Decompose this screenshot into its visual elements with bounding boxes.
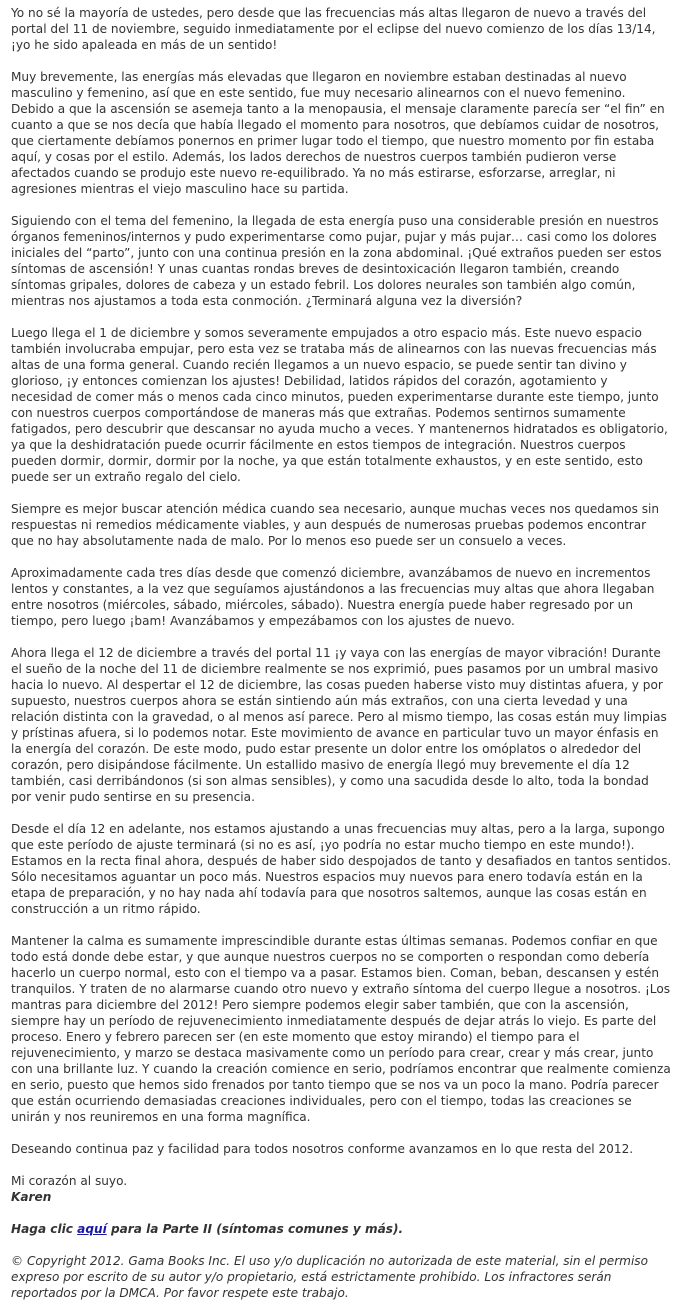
copyright-notice: © Copyright 2012. Gama Books Inc. El uso y/o duplicación no autorizada de este material, sin el permiso expreso por escrito de su autor y/o propietario, está estrictamente prohibido. Los infractores serán reportados por la DMCA. Por favor respete este trabajo. bbox=[11, 1254, 649, 1300]
signoff-block bbox=[11, 1173, 672, 1205]
paragraph-medical-attention: Siempre es mejor buscar atención médica cuando sea necesario, aunque muchas veces nos quedamos sin respuestas ni remedios médicamente viables, y aun después de numerosas pruebas podemos encontrar que no hay absolutamente nada de malo. Por lo menos eso puede ser un consuelo a veces. bbox=[11, 502, 660, 548]
part-two-link-line bbox=[11, 1221, 672, 1237]
paragraph-from-twelfth-onward: Desde el día 12 en adelante, nos estamos ajustando a unas frecuencias muy altas, pero a la larga, supongo que este período de ajuste terminará (si no es así, ¡yo podría no estar mucho tiempo en este mundo!). Estamos en la recta final ahora, después de haber sido despojados de tanto y desafiados en tantos sentidos. Sólo necesitamos aguantar un poco más. Nuestros espacios muy nuevos para enero todavía están en la etapa de preparación, y no hay nada ahí todavía para que nosotros saltemos, aunque las cosas están en construcción a un ritmo rápido. bbox=[11, 822, 672, 916]
part-two-link[interactable]: aquí bbox=[77, 1222, 107, 1236]
signoff-line: Mi corazón al suyo. bbox=[11, 1174, 128, 1188]
paragraph-wishing-peace: Deseando continua paz y facilidad para todos nosotros conforme avanzamos en lo que resta del 2012. bbox=[11, 1142, 634, 1156]
part-two-link-suffix: para la Parte II (síntomas comunes y más). bbox=[106, 1222, 404, 1236]
paragraph-december-twelfth: Ahora llega el 12 de diciembre a través del portal 11 ¡y vaya con las energías de mayor vibración! Durante el sueño de la noche del 11 de diciembre realmente se nos exprimió, pues pasamos por un umbral masivo hacia lo nuevo. Al despertar el 12 de diciembre, las cosas pueden haberse visto muy distintas afuera, y por supuesto, nuestros cuerpos ahora se están sintiendo aún más extraños, con una cierta levedad y una relación distinta con la gravedad, o al menos así parece. Pero al mismo tiempo, las cosas están muy limpias y prístinas afuera, si lo podemos notar. Este movimiento de avance en particular tuvo un mayor énfasis en la energía del corazón. De este modo, pudo estar presente un dolor entre los omóplatos o alrededor del corazón, pero disipándose fácilmente. Un estallido masivo de energía llegó muy brevemente el día 12 también, casi derribándonos (si son almas sensibles), y como una sacudida desde lo alto, toda la bondad por venir pudo sentirse en su presencia. bbox=[11, 646, 667, 804]
paragraph-december-first: Luego llega el 1 de diciembre y somos severamente empujados a otro espacio más. Este nuevo espacio también involucraba empujar, pero esta vez se trataba más de alinearnos con las nuevas frecuencias más altas de una forma general. Cuando recién llegamos a un nuevo espacio, se puede sentir tan divino y glorioso, ¡y entonces comienzan los ajustes! Debilidad, latidos rápidos del corazón, agotamiento y necesidad de comer más o menos cada cinco minutos, pueden experimentarse durante este tiempo, junto con nuestros cuerpos comportándose de maneras más que extrañas. Podemos sentirnos sumamente fatigados, pero descubrir que descansar no ayuda mucho a veces. Y mantenernos hidratados es obligatorio, ya que la deshidratación puede ocurrir fácilmente en estos tiempos de integración. Nuestros cuerpos pueden dormir, dormir, dormir por la noche, ya que están totalmente exhaustos, y en este sentido, esto puede ser un extraño regalo del cielo. bbox=[11, 326, 668, 484]
paragraph-every-three-days: Aproximadamente cada tres días desde que comenzó diciembre, avanzábamos de nuevo en incrementos lentos y constantes, a la vez que seguíamos ajustándonos a las frecuencias muy altas que ahora llegaban entre nosotros (miércoles, sábado, miércoles, sábado). Nuestra energía puede haber regresado por un tiempo, pero luego ¡bam! Avanzábamos y empezábamos con los ajustes de nuevo. bbox=[11, 566, 655, 628]
paragraph-november-energies: Muy brevemente, las energías más elevadas que llegaron en noviembre estaban destinadas al nuevo masculino y femenino, así que en este sentido, fue muy necesario alinearnos con el nuevo femenino. Debido a que la ascensión se asemeja tanto a la menopausia, el mensaje claramente parecía ser “el fin” en cuanto a que se nos decía que había llegado el momento para nosotros, que debíamos cuidar de nosotros, que ciertamente debíamos ponernos en primer lugar todo el tiempo, que nuestro momento por fin estaba aquí, y cosas por el estilo. Además, los lados derechos de nuestros cuerpos también pudieron verse afectados cuando se produjo este nuevo re-equilibrado. Ya no más estirarse, esforzarse, arreglar, ni agresiones mientras el viejo masculino hace su partida. bbox=[11, 70, 665, 196]
paragraph-intro: Yo no sé la mayoría de ustedes, pero desde que las frecuencias más altas llegaron de nuevo a través del portal del 11 de noviembre, seguido inmediatamente por el eclipse del nuevo comienzo de los días 13/14, ¡yo he sido apaleada en más de un sentido! bbox=[11, 6, 656, 52]
paragraph-stay-calm: Mantener la calma es sumamente imprescindible durante estas últimas semanas. Podemos confiar en que todo está donde debe estar, y que aunque nuestros cuerpos no se comporten o respondan como debería hacerlo un cuerpo normal, esto con el tiempo va a pasar. Estamos bien. Coman, beban, descansen y estén tranquilos. Y traten de no alarmarse cuando otro nuevo y extraño síntoma del cuerpo llegue a nosotros. ¡Los mantras para diciembre del 2012! Pero siempre podemos elegir saber también, que con la ascensión, siempre hay un período de rejuvenecimiento inmediatamente después de dejar atrás lo viejo. Es parte del proceso. Enero y febrero parecen ser (en este momento que estoy mirando) el tiempo para el rejuvenecimiento, y marzo se destaca masivamente como un período para crear, crear y más crear, junto con una brillante luz. Y cuando la creación comience en serio, podríamos encontrar que realmente comienza en serio, puesto que hemos sido frenados por tanto tiempo que se nos va un poco la mano. Podría parecer que están ocurriendo demasiadas creaciones individuales, pero con el tiempo, todas las creaciones se unirán y nos reuniremos en una forma magnífica. bbox=[11, 934, 671, 1124]
author-name: Karen bbox=[11, 1190, 52, 1204]
part-two-link-prefix: Haga clic bbox=[11, 1222, 78, 1236]
paragraph-feminine-theme: Siguiendo con el tema del femenino, la llegada de esta energía puso una considerable presión en nuestros órganos femeninos/internos y pudo experimentarse como pujar, pujar y más pujar… casi como los dolores iniciales del “parto”, junto con una continua presión en la zona abdominal. ¡Qué extraños pueden ser estos síntomas de ascensión! Y unas cuantas rondas breves de desintoxicación llegaron también, creando síntomas gripales, dolores de cabeza y un estado febril. Los dolores neurales son también algo común, mientras nos ajustamos a toda esta conmoción. ¿Terminará alguna vez la diversión? bbox=[11, 214, 662, 308]
